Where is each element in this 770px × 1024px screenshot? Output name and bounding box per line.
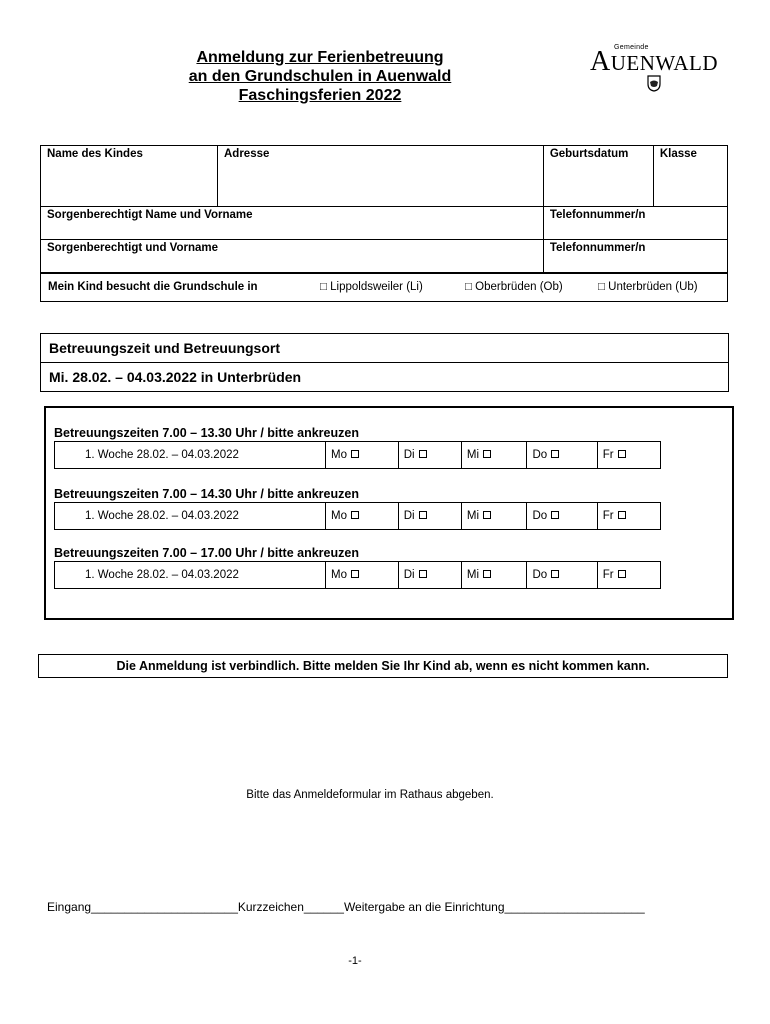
phone1-field[interactable]: Telefonnummer/n [543,207,727,240]
care-title: Betreuungszeit und Betreuungsort [49,340,281,356]
checkbox-icon [419,450,427,458]
guardian2-field[interactable]: Sorgenberechtigt und Vorname [41,240,544,273]
week-table [54,561,661,589]
phone2-field[interactable]: Telefonnummer/n [543,240,727,273]
name-field[interactable]: Name des Kindes [41,146,218,207]
day-friday[interactable]: Fr [597,562,660,589]
section-title: Betreuungszeiten 7.00 – 17.00 Uhr / bitte ankreuzen [54,546,359,560]
checkbox-icon [618,511,626,519]
section-title: Betreuungszeiten 7.00 – 13.30 Uhr / bitte ankreuzen [54,426,359,440]
auenwald-logo [578,44,730,104]
title-line-2: an den Grundschulen in Auenwald [188,68,452,85]
checkbox-icon [351,450,359,458]
day-thursday[interactable]: Do [527,503,597,530]
title-line-1: Anmeldung zur Ferienbetreuung [196,49,444,66]
care-date-place: Mi. 28.02. – 04.03.2022 in Unterbrüden [41,362,728,391]
day-thursday[interactable]: Do [527,442,597,469]
checkbox-icon [419,511,427,519]
day-monday[interactable]: Mo [326,442,399,469]
day-monday[interactable]: Mo [326,562,399,589]
section-title: Betreuungszeiten 7.00 – 14.30 Uhr / bitte ankreuzen [54,487,359,501]
school-option-lippoldsweiler[interactable]: □ Lippoldsweiler (Li) [320,281,423,293]
checkbox-icon [618,450,626,458]
guardian1-field[interactable]: Sorgenberechtigt Name und Vorname [41,207,544,240]
week-table [54,502,661,530]
office-use-line: Eingang______________________Kurzzeichen______Weitergabe an die Einrichtung_____________________ [47,900,645,914]
checkbox-icon [351,570,359,578]
week-label: 1. Woche 28.02. – 04.03.2022 [55,562,326,589]
week-label: 1. Woche 28.02. – 04.03.2022 [55,442,326,469]
day-wednesday[interactable]: Mi [461,562,527,589]
class-field[interactable]: Klasse [653,146,727,207]
checkbox-icon [551,570,559,578]
page-number: -1- [348,955,362,967]
day-tuesday[interactable]: Di [398,562,461,589]
checkbox-icon [483,570,491,578]
address-field[interactable]: Adresse [218,146,544,207]
day-friday[interactable]: Fr [597,442,660,469]
school-option-oberbrueden[interactable]: □ Oberbrüden (Ob) [465,281,563,293]
checkbox-icon [551,511,559,519]
school-selection [40,273,728,302]
checkbox-icon [483,511,491,519]
day-monday[interactable]: Mo [326,503,399,530]
day-thursday[interactable]: Do [527,562,597,589]
checkbox-icon [419,570,427,578]
day-friday[interactable]: Fr [597,503,660,530]
day-wednesday[interactable]: Mi [461,442,527,469]
school-label: Mein Kind besucht die Grundschule in [48,281,258,293]
checkbox-icon [618,570,626,578]
care-info-box [40,333,729,392]
day-wednesday[interactable]: Mi [461,503,527,530]
title-line-3: Faschingsferien 2022 [238,87,402,104]
binding-notice: Die Anmeldung ist verbindlich. Bitte melden Sie Ihr Kind ab, wenn es nicht kommen kann. [38,654,728,678]
child-info-table [40,145,728,273]
school-option-unterbrueden[interactable]: □ Unterbrüden (Ub) [598,281,698,293]
week-label: 1. Woche 28.02. – 04.03.2022 [55,503,326,530]
checkbox-icon [483,450,491,458]
submission-hint: Bitte das Anmeldeformular im Rathaus abgeben. [246,789,494,801]
care-times-box [44,406,734,620]
day-tuesday[interactable]: Di [398,442,461,469]
birthdate-field[interactable]: Geburtsdatum [543,146,653,207]
week-table [54,441,661,469]
crest-icon [647,75,661,92]
checkbox-icon [551,450,559,458]
day-tuesday[interactable]: Di [398,503,461,530]
logo-small-text: Gemeinde [614,44,649,51]
form-title [120,48,520,105]
logo-wordmark: AUENWALD [589,46,719,77]
checkbox-icon [351,511,359,519]
